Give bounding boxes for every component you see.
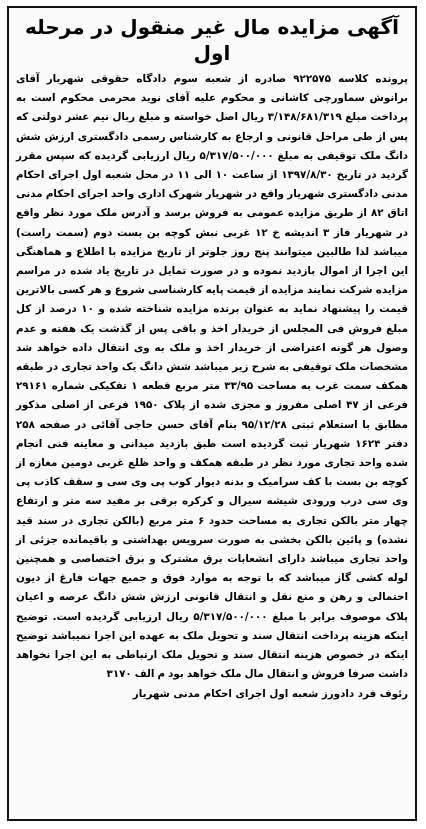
notice-body: پرونده کلاسه ۹۲۲۵۷۵ صادره از شعبه سوم دادگاه حقوقی شهریار آقای برانوش سماورچی کاشانی و محکوم علیه آقای نوید محرمی محکوم است به پرداخت مبلغ ۳/۱۴۸/۶۸۱/۳۱۹ ریال اصل خواسته و مبلغ ریال نیم عشر دولتی که پس از طی مراحل قانونی و ارجاع به کارشناس رسمی دادگستری ارزش شش دانگ ملک توقیفی به مبلغ ۵/۳۱۷/۵۰۰/۰۰۰ ریال ارزیابی گردیده که سپس مقرر گردید در تاریخ ۱۳۹۷/۸/۳۰ از ساعت ۱۰ الی ۱۱ در محل شعبه اول اجرای احکام مدنی دادگستری شهریار واقع در شهریار شهرک اداری واحد اجرای احکام مدنی اتاق ۸۲ از طریق مزایده عمومی به فروش برسد و آدرس ملک مورد نظر واقع در شهریار فاز ۳ اندیشه خ ۱۲ غربی نبش کوچه بن بست دوم (سمت راست) میباشد لذا طالبین میتوانند پنج روز جلوتر از تاریخ مزایده با اطلاع و هماهنگی این اجرا از اموال بازدید نموده و در صورت تمایل در تاریخ یاد شده در مراسم مزایده شرکت نمایند مزایده از قیمت پایه کارشناسی شروع و هر کسی بالاترین قیمت را پیشنهاد نماید به عنوان برنده مزایده شناخته شده و ۱۰ درصد از کل مبلغ فروش فی المجلس از خریدار اخذ و باقی پس از گذشت یک هفته و عدم وصول هر گونه اعتراضی از خریدار اخذ و ملک به وی انتقال داده خواهد شد مشخصات ملک توقیفی به شرح زیر میباشد شش دانگ یک واحد تجاری در طبقه همکف سمت غرب به مساحت ۳۳/۹۵ متر مربع قطعه ۱ تفکیکی شماره ۲۹۱۶۱ فرعی از ۴۷ اصلی مفروز و مجزی شده از پلاک ۱۹۵۰ فرعی از اصلی مذکور مطابق با استعلام ثبتی ۹۵/۱۲/۲۸ بنام آقای حسن حاجی آقائی در صفحه ۲۵۸ دفتر ۱۶۲۴ شهریار ثبت گردیده است طبق بازدید میدانی و معاینه فنی انجام شده واحد تجاری مورد نظر در طبقه همکف و واحد ظلع غربی دومین مغازه از کوچه بن بست با کف سرامیک و بدنه دیوار کوب پی وی سی و سقف کاذب پی وی سی درب ورودی شیشه سیرال و کرکره برقی بر مفید سه متر و ارتفاع چهار متر بالکن تجاری به مساحت حدود ۶ متر مربع (بالکن تجاری در سند قید نشده) و پائین بالکن بخشی به صورت سرویس بهداشتی و باقیمانده جزئی از واحد تجاری میباشد دارای انشعابات برق مشترک و برق اختصاصی و همچنین لوله کشی گاز میباشد که با توجه به موارد فوق و جمیع جهات فارغ از دیون احتمالی و رهن و منع نقل و انتقال قانونی ارزش شش دانگ عرصه و اعیان پلاک موصوف برابر با مبلغ ۵/۳۱۷/۵۰۰/۰۰۰ ریال ارزیابی گردیده است. توضیح اینکه هزینه پرداخت انتقال سند و تحویل ملک به عهده این اجرا نمیباشد توضیح اینکه در خصوص هزینه انتقال سند و تحویل ملک ارتباطی به این اجرا نخواهد داشت صرفا فروش و انتقال مال ملک خواهد بود م الف ۳۱۷۰ (16, 73, 409, 681)
auction-notice (7, 6, 417, 821)
notice-title: آگهی مزایده مال غیر منقول در مرحله اول (25, 15, 399, 65)
notice-signature: رئوف فرد دادورز شعبه اول اجرای احکام مدنی شهریار (132, 687, 408, 700)
